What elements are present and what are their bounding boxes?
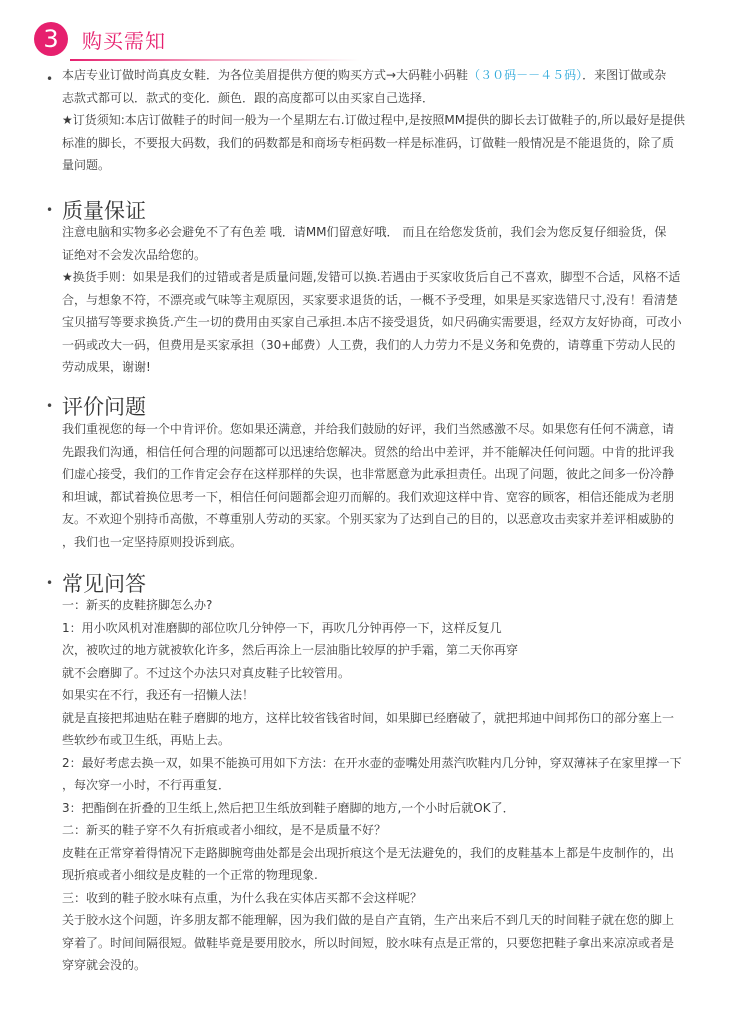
faq-line: 穿穿就会没的。 xyxy=(62,958,147,972)
intro-line-4: 标准的脚长，不要报大码数，我们的码数都是和商场专柜码数一样是标准码，订做鞋一般情况是不能退货的，除了质 xyxy=(62,135,675,150)
review-line: 先跟我们沟通，相信任何合理的问题都可以迅速给您解决。贸然的给出中差评，并不能解决任何问题。中肯的批评我 xyxy=(62,444,675,459)
review-line: 和坦诚，都试着换位思考一下，相信任何问题都会迎刃而解的。我们欢迎这样中肯、宽容的顾客，相信还能成为老朋 xyxy=(62,489,675,504)
faq-line: 一：新买的皮鞋挤脚怎么办? xyxy=(62,598,213,612)
quality-line: 一码或改大一码，但费用是买家承担（30+邮费）人工费，我们的人力劳力不是义务和免费的，请尊重下劳动人民的 xyxy=(62,337,676,352)
faq-line: 3：把酯倒在折叠的卫生纸上,然后把卫生纸放到鞋子磨脚的地方,一个小时后就OK了． xyxy=(62,800,515,815)
review-title: 评价问题 xyxy=(62,395,146,419)
intro-line-2: 志款式都可以．款式的变化．颜色．跟的高度都可以由买家自己选择． xyxy=(62,90,435,105)
faq-line: 现折痕或者小细纹是皮鞋的一个正常的物理现象. xyxy=(62,868,318,882)
faq-line: 关于胶水这个问题，许多朋友都不能理解，因为我们做的是自产直销，生产出来后不到几天的时间鞋子就在您的脚上 xyxy=(62,913,675,927)
quality-paragraph xyxy=(62,221,688,379)
section-header xyxy=(34,20,354,60)
intro-line-3: ★订货须知:本店订做鞋子的时间一般为一个星期左右.订做过程中,是按照MM提供的脚长去订做鞋子的,所以最好是提供 xyxy=(62,113,685,127)
faq-line: 1：用小吹风机对准磨脚的部位吹几分钟停一下，再吹几分钟再停一下，这样反复几 xyxy=(62,620,502,635)
intro-line-1 xyxy=(62,64,688,87)
faq-line: 就是直接把邦迪贴在鞋子磨脚的地方，这样比较省钱省时间，如果脚已经磨破了，就把邦迪中间邦伤口的部分塞上一 xyxy=(62,710,675,725)
header-divider xyxy=(70,59,360,61)
faq-line: 三：收到的鞋子胶水味有点重，为什么我在实体店买都不会这样呢？ xyxy=(62,890,423,905)
faq-line: 二：新买的鞋子穿不久有折痕或者小细纹，是不是质量不好？ xyxy=(62,823,387,837)
intro-paragraph xyxy=(62,64,688,177)
review-line: 友。不欢迎个别持币高傲，不尊重别人劳动的买家。个别买家为了达到自己的目的，以恶意攻击卖家并差评相威胁的 xyxy=(62,512,675,526)
quality-line: 注意电脑和实物多必会避免不了有色差 哦．请MM们留意好哦． 而且在给您发货前，我们会为您反复仔细验货，保 xyxy=(62,225,667,239)
faq-line: 如果实在不行，我还有一招懒人法！ xyxy=(62,688,255,702)
faq-line: 皮鞋在正常穿着得情况下走路脚腕弯曲处都是会出现折痕这个是无法避免的，我们的皮鞋基本上都是牛皮制作的，出 xyxy=(62,845,675,860)
quality-line: ★换货手则：如果是我们的过错或者是质量问题,发错可以换.若遇由于买家收货后自己不喜欢，脚型不合适，风格不适 xyxy=(62,270,681,284)
bullet-icon: • xyxy=(46,72,54,86)
intro-line-5: 量问题。 xyxy=(62,158,111,172)
intro-line-1-text: 本店专业订做时尚真皮女鞋．为各位美眉提供方便的购买方式→大码鞋小码鞋 xyxy=(62,68,469,82)
faq-line: 次，被吹过的地方就被软化许多，然后再涂上一层油脂比较厚的护手霜，第二天你再穿 xyxy=(62,643,519,657)
quality-line: 合，与想象不符，不漂亮或气味等主观原因，买家要求退货的话，一概不予受理，如果是买家选错尺寸,没有！看清楚 xyxy=(62,292,678,307)
faq-line: ，每次穿一小时，不行再重复． xyxy=(62,778,231,792)
review-line: 我们重视您的每一个中肯评价。您如果还满意，并给我们鼓励的好评，我们当然感激不尽。如果您有任何不满意，请 xyxy=(62,422,675,436)
quality-line: 宝贝描写等要求换货.产生一切的费用由买家自己承担.本店不接受退货，如尺码确实需要退，经双方友好协商，可改小 xyxy=(62,315,682,329)
quality-line: 劳动成果，谢谢! xyxy=(62,360,151,374)
faq-line: 2：最好考虑去换一双，如果不能换可用如下方法：在开水壶的壶嘴处用蒸汽吹鞋内几分钟，穿双薄袜子在家里撑一下 xyxy=(62,755,682,770)
faq-title: 常见问答 xyxy=(62,572,146,596)
size-range-highlight: （３０码－－４５码） xyxy=(468,68,583,82)
quality-line: 证绝对不会发次品给您的。 xyxy=(62,247,207,262)
section-header-title: 购买需知 xyxy=(82,29,166,53)
bullet-icon: • xyxy=(46,576,54,590)
section-number-badge: 3 xyxy=(34,22,68,56)
faq-line: 就不会磨脚了。不过这个办法只对真皮鞋子比较管用。 xyxy=(62,665,351,680)
quality-title: 质量保证 xyxy=(62,199,146,223)
intro-line-1-tail: ．来图订做或杂 xyxy=(582,68,667,82)
faq-line: 些软纱布或卫生纸，再贴上去。 xyxy=(62,733,231,747)
bullet-icon: • xyxy=(46,203,54,217)
faq-line: 穿着了。时间间隔很短。做鞋毕竟是要用胶水，所以时间短，胶水味有点是正常的，只要您把鞋子拿出来凉凉或者是 xyxy=(62,935,675,950)
review-paragraph xyxy=(62,418,688,553)
review-line: ，我们也一定坚持原则投诉到底。 xyxy=(62,534,243,549)
bullet-icon: • xyxy=(46,399,54,413)
review-line: 们虚心接受，我们的工作肯定会存在这样那样的失误，也非常愿意为此承担责任。出现了问题，彼此之间多一份冷静 xyxy=(62,467,675,481)
faq-paragraph xyxy=(62,594,688,977)
